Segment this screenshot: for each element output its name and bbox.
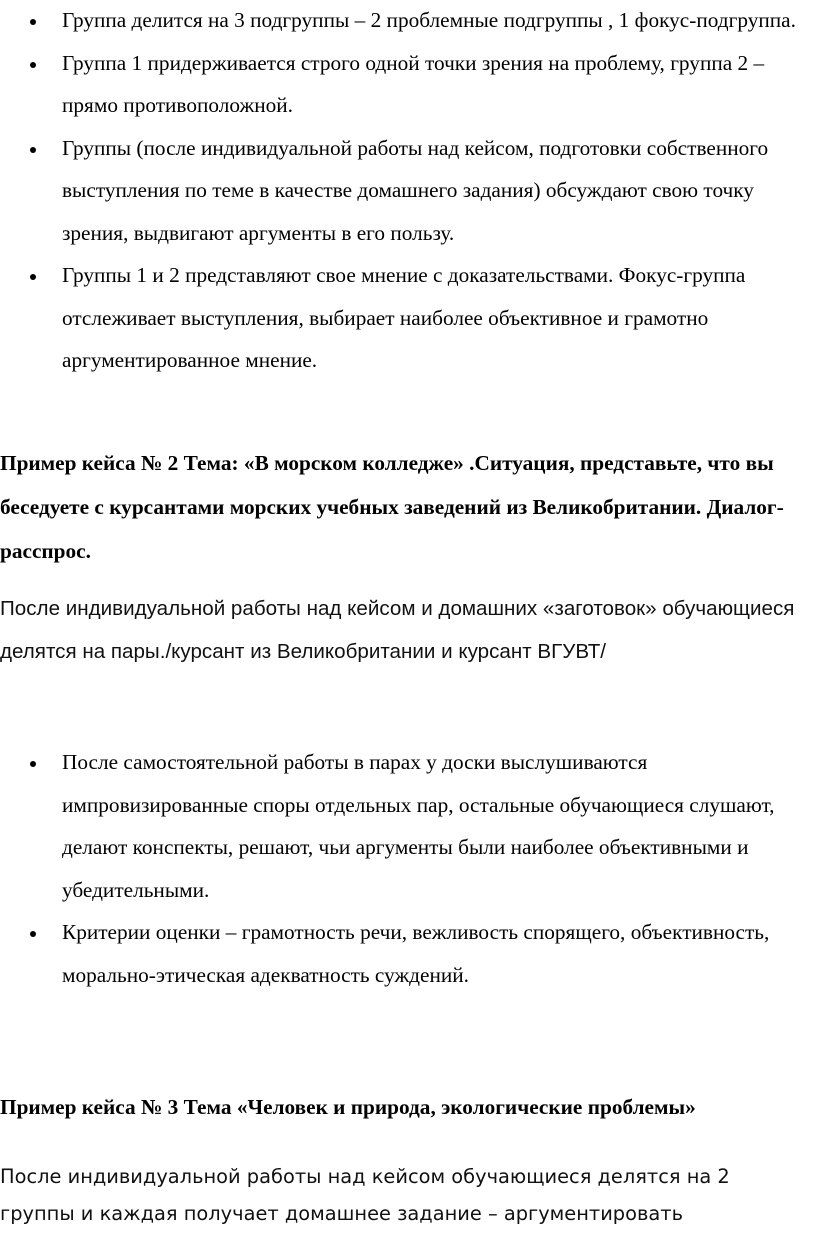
bullet-icon bbox=[30, 19, 36, 25]
list-item bbox=[0, 254, 816, 382]
list-item-text: Критерии оценки – грамотность речи, вежливость спорящего, объективность, морально-этическая адекватность суждений. bbox=[62, 920, 770, 987]
list-item-text: Группы 1 и 2 представляют свое мнение с доказательствами. Фокус-группа отслеживает выступления, выбирает наиболее объективное и грамотно аргументированное мнение. bbox=[62, 263, 746, 372]
case-3-heading: Пример кейса № 3 Тема «Человек и природа, экологические проблемы» bbox=[0, 1095, 696, 1119]
bullet-list-case-2 bbox=[0, 741, 816, 996]
bullet-icon bbox=[30, 931, 36, 937]
list-item bbox=[0, 127, 816, 255]
bullet-icon bbox=[30, 62, 36, 68]
list-item-text: Группа 1 придерживается строго одной точки зрения на проблему, группа 2 – прямо противоположной. bbox=[62, 50, 765, 117]
list-item bbox=[0, 0, 816, 42]
bullet-icon bbox=[30, 147, 36, 153]
case-3-paragraph: После индивидуальной работы над кейсом обучающиеся делятся на 2 группы и каждая получает домашнее задание – аргументировать bbox=[0, 1165, 730, 1225]
list-item-text: Группа делится на 3 подгруппы – 2 проблемные подгруппы , 1 фокус-подгруппа. bbox=[62, 8, 796, 32]
bullet-icon bbox=[30, 274, 36, 280]
case-2-heading: Пример кейса № 2 Тема: «В морском колледже» .Ситуация, представьте, что вы беседуете с курсантами морских учебных заведений из Великобритании. Диалог-расспрос. bbox=[0, 451, 784, 563]
list-item bbox=[0, 911, 816, 996]
bullet-list-groups bbox=[0, 0, 816, 382]
list-item-text: После самостоятельной работы в парах у доски выслушиваются импровизированные споры отдельных пар, остальные обучающиеся слушают, делают конспекты, решают, чьи аргументы были наиболее объективными и убедительными. bbox=[62, 750, 775, 902]
list-item-text: Группы (после индивидуальной работы над кейсом, подготовки собственного выступления по теме в качестве домашнего задания) обсуждают свою точку зрения, выдвигают аргументы в его пользу. bbox=[62, 135, 769, 245]
list-item bbox=[0, 741, 816, 911]
bullet-icon bbox=[30, 761, 36, 767]
list-item bbox=[0, 42, 816, 127]
case-2-paragraph: После индивидуальной работы над кейсом и домашних «заготовок» обучающиеся делятся на пары./курсант из Великобритании и курсант ВГУВТ/ bbox=[0, 597, 795, 663]
